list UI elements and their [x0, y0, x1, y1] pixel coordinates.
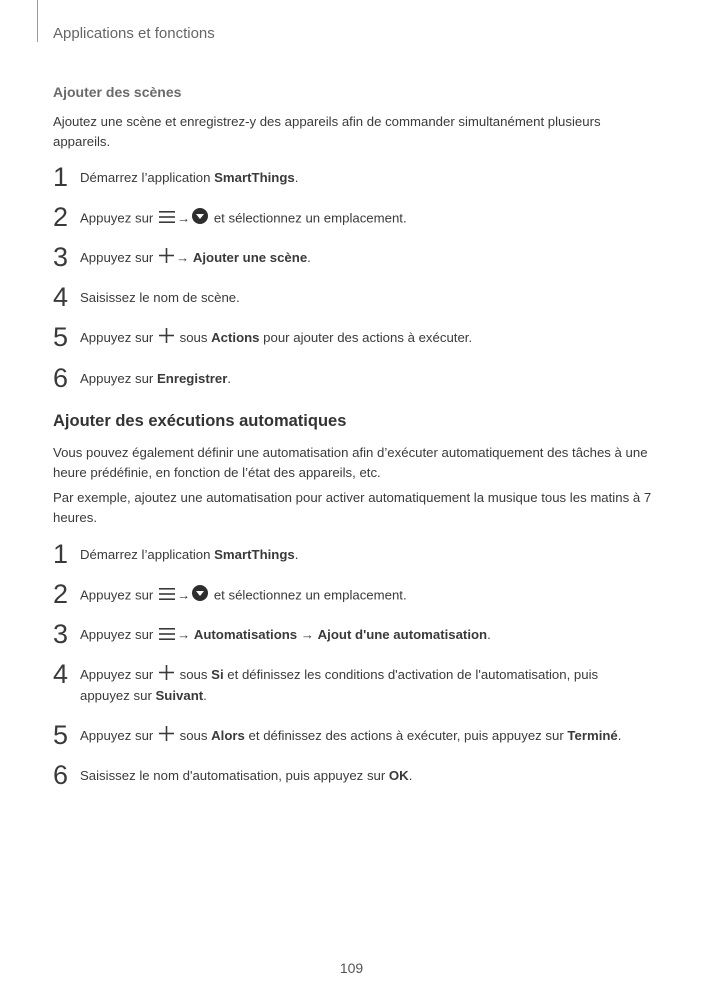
automation-step-3	[53, 619, 653, 655]
step-text: Appuyez sur → Ajouter une scène.	[80, 248, 640, 269]
page-number: 109	[339, 960, 364, 976]
step-text: Appuyez sur Enregistrer.	[80, 371, 232, 386]
automation-step-5	[53, 720, 653, 756]
step-number: 4	[53, 282, 69, 312]
automation-step-1	[53, 539, 653, 575]
automation-step-2	[53, 579, 653, 615]
step-number: 3	[53, 242, 69, 272]
menu-icon	[159, 626, 175, 646]
add-icon	[159, 328, 174, 349]
add-icon	[159, 248, 174, 269]
location-dropdown-icon	[192, 585, 208, 607]
step-text: Appuyez sur sous Si et définissez les conditions d'activation de l'automatisation, puis appuyez sur Suivant.	[80, 667, 599, 704]
step-number: 1	[53, 162, 69, 192]
step-text: Appuyez sur → Automatisations → Ajout d'une automatisation.	[80, 625, 640, 646]
step-number: 6	[53, 363, 69, 393]
step-text: Démarrez l’application SmartThings.	[80, 170, 299, 185]
section-intro-automations: Vous pouvez également définir une automatisation afin d’exécuter automatiquement des tâches à une heure prédéfinie, en fonction de l’état des appareils, etc.	[53, 445, 648, 480]
location-dropdown-icon	[192, 208, 208, 230]
section-example-automations: Par exemple, ajoutez une automatisation pour activer automatiquement la musique tous les matins à 7 heures.	[53, 490, 652, 525]
menu-icon	[159, 586, 175, 606]
scene-step-4	[53, 282, 653, 318]
scene-step-3	[53, 242, 653, 278]
header-rule	[37, 0, 38, 42]
add-icon	[159, 726, 174, 747]
scene-step-6	[53, 363, 653, 399]
step-number: 5	[53, 322, 69, 352]
step-number: 6	[53, 760, 69, 790]
step-text: Appuyez sur sous Actions pour ajouter des actions à exécuter.	[80, 328, 640, 349]
menu-icon	[159, 209, 175, 229]
scene-step-5	[53, 322, 653, 358]
automation-step-6	[53, 760, 653, 796]
automation-step-4	[53, 659, 653, 709]
step-text: Appuyez sur → et sélectionnez un emplacement.	[80, 585, 640, 607]
header-title: Applications et fonctions	[53, 25, 215, 42]
step-text: Appuyez sur sous Alors et définissez des actions à exécuter, puis appuyez sur Terminé.	[80, 726, 640, 747]
section-heading-automations: Ajouter des exécutions automatiques	[53, 412, 347, 430]
step-number: 2	[53, 579, 69, 609]
scene-step-2	[53, 202, 653, 238]
step-number: 2	[53, 202, 69, 232]
step-number: 1	[53, 539, 69, 569]
step-number: 5	[53, 720, 69, 750]
section-intro-scenes: Ajoutez une scène et enregistrez-y des appareils afin de commander simultanément plusieurs appareils.	[53, 114, 601, 149]
scene-step-1	[53, 162, 653, 198]
section-heading-scenes: Ajouter des scènes	[53, 84, 182, 100]
step-number: 4	[53, 659, 69, 689]
step-text: Appuyez sur → et sélectionnez un emplacement.	[80, 208, 640, 230]
step-number: 3	[53, 619, 69, 649]
step-text: Démarrez l’application SmartThings.	[80, 547, 299, 562]
add-icon	[159, 665, 174, 686]
step-text: Saisissez le nom d'automatisation, puis appuyez sur OK.	[80, 768, 413, 783]
step-text: Saisissez le nom de scène.	[80, 290, 240, 305]
